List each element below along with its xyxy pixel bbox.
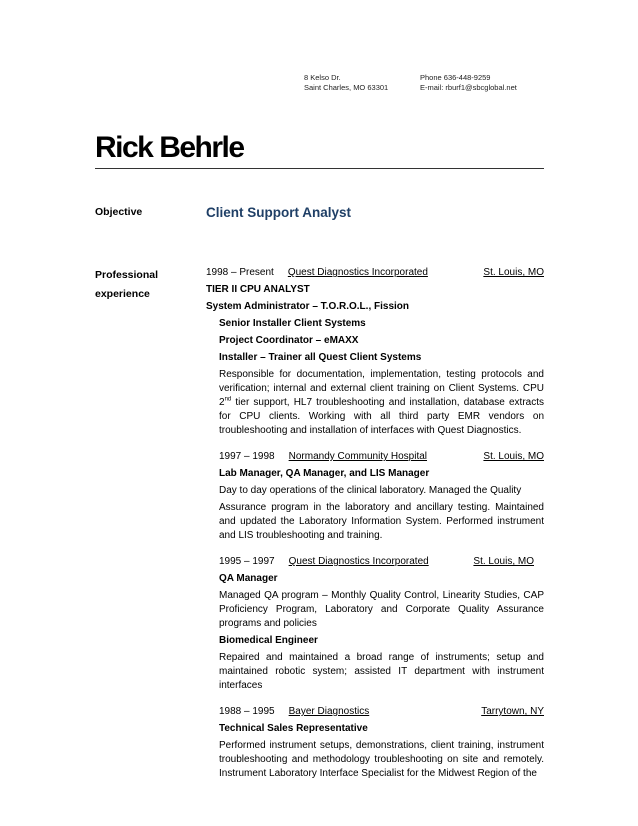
phone-email-block: [420, 73, 517, 93]
job-description: Day to day operations of the clinical laboratory. Managed the Quality: [219, 485, 522, 496]
job-description: Performed instrument setups, demonstrations, client training, instrument troubleshooting and methodology troubleshooting on site and remotely. Instrument Laboratory Interface Specialist for the Midwest Region of the: [219, 740, 544, 779]
address-line1: 8 Kelso Dr.: [304, 73, 341, 82]
job-title: System Administrator – T.O.R.O.L., Fission: [206, 301, 410, 312]
job-dates: 1988 – 1995: [219, 706, 275, 717]
job-dates: 1997 – 1998: [219, 451, 275, 462]
job-city: St. Louis, MO: [483, 451, 544, 462]
job-entry: [206, 450, 544, 543]
job-title: Biomedical Engineer: [219, 635, 318, 646]
job-entry: [206, 266, 544, 438]
ordinal-superscript: nd: [224, 396, 232, 403]
job-city: Tarrytown, NY: [481, 706, 544, 717]
job-header: [206, 266, 544, 280]
job-title: Lab Manager, QA Manager, and LIS Manager: [219, 468, 430, 479]
job-header: [219, 450, 544, 464]
job-org-line: [289, 450, 544, 464]
job-dates: 1998 – Present: [206, 267, 274, 278]
job-header: [219, 705, 544, 719]
experience-section: [206, 266, 544, 781]
job-city: St. Louis, MO: [483, 267, 544, 278]
job-title: Installer – Trainer all Quest Client Systems: [219, 352, 422, 363]
job-org: Normandy Community Hospital: [288, 451, 428, 462]
job-org-line: [288, 266, 544, 280]
phone: Phone 636-448-9259: [420, 73, 491, 82]
job-description: Managed QA program – Monthly Quality Control, Linearity Studies, CAP Proficiency Program, Laboratory and Corporate Quality Assurance programs and policies: [219, 590, 544, 629]
job-header: [219, 555, 544, 569]
experience-label-line1: Professional: [95, 269, 159, 281]
job-org: Bayer Diagnostics: [288, 706, 370, 717]
job-title: Senior Installer Client Systems: [219, 318, 366, 329]
job-description: [219, 368, 544, 438]
address-block: [304, 73, 388, 93]
experience-label-line2: experience: [95, 288, 150, 300]
job-org-line: [289, 555, 534, 569]
job-title: TIER II CPU ANALYST: [206, 284, 310, 295]
objective-label: Objective: [95, 206, 143, 218]
name-divider: [95, 168, 544, 169]
experience-label: [95, 266, 158, 304]
job-city: St. Louis, MO: [473, 556, 534, 567]
job-dates: 1995 – 1997: [219, 556, 275, 567]
job-description-part: Responsible for documentation, implementation, testing protocols and verification; internal and external client training on Client Systems. CPU 2: [219, 369, 544, 408]
resume-name: Rick Behrle: [95, 131, 244, 164]
job-title: QA Manager: [219, 573, 278, 584]
job-description: Repaired and maintained a broad range of instruments; setup and maintained robotic system; assisted IT department with instrument interfaces: [219, 652, 544, 691]
job-entry: [206, 705, 544, 781]
job-entry: [206, 555, 544, 693]
job-description: Assurance program in the laboratory and ancillary testing. Maintained and updated the Laboratory Information System. Performed instrument and LIS troubleshooting and training.: [219, 502, 544, 541]
address-line2: Saint Charles, MO 63301: [304, 83, 389, 92]
job-org-line: [289, 705, 544, 719]
email: E-mail: rburf1@sbcglobal.net: [420, 83, 517, 92]
job-description-part: tier support, HL7 troubleshooting and installation, database extracts for CPU clients. Working with all third party EMR vendors on troubleshooting and installation of interfaces with Quest Diagnostics.: [219, 397, 544, 436]
job-org: Quest Diagnostics Incorporated: [287, 267, 428, 278]
job-org: Quest Diagnostics Incorporated: [288, 556, 429, 567]
job-title: Project Coordinator – eMAXX: [219, 335, 359, 346]
objective-text: Client Support Analyst: [206, 205, 352, 220]
job-title: Technical Sales Representative: [219, 723, 368, 734]
